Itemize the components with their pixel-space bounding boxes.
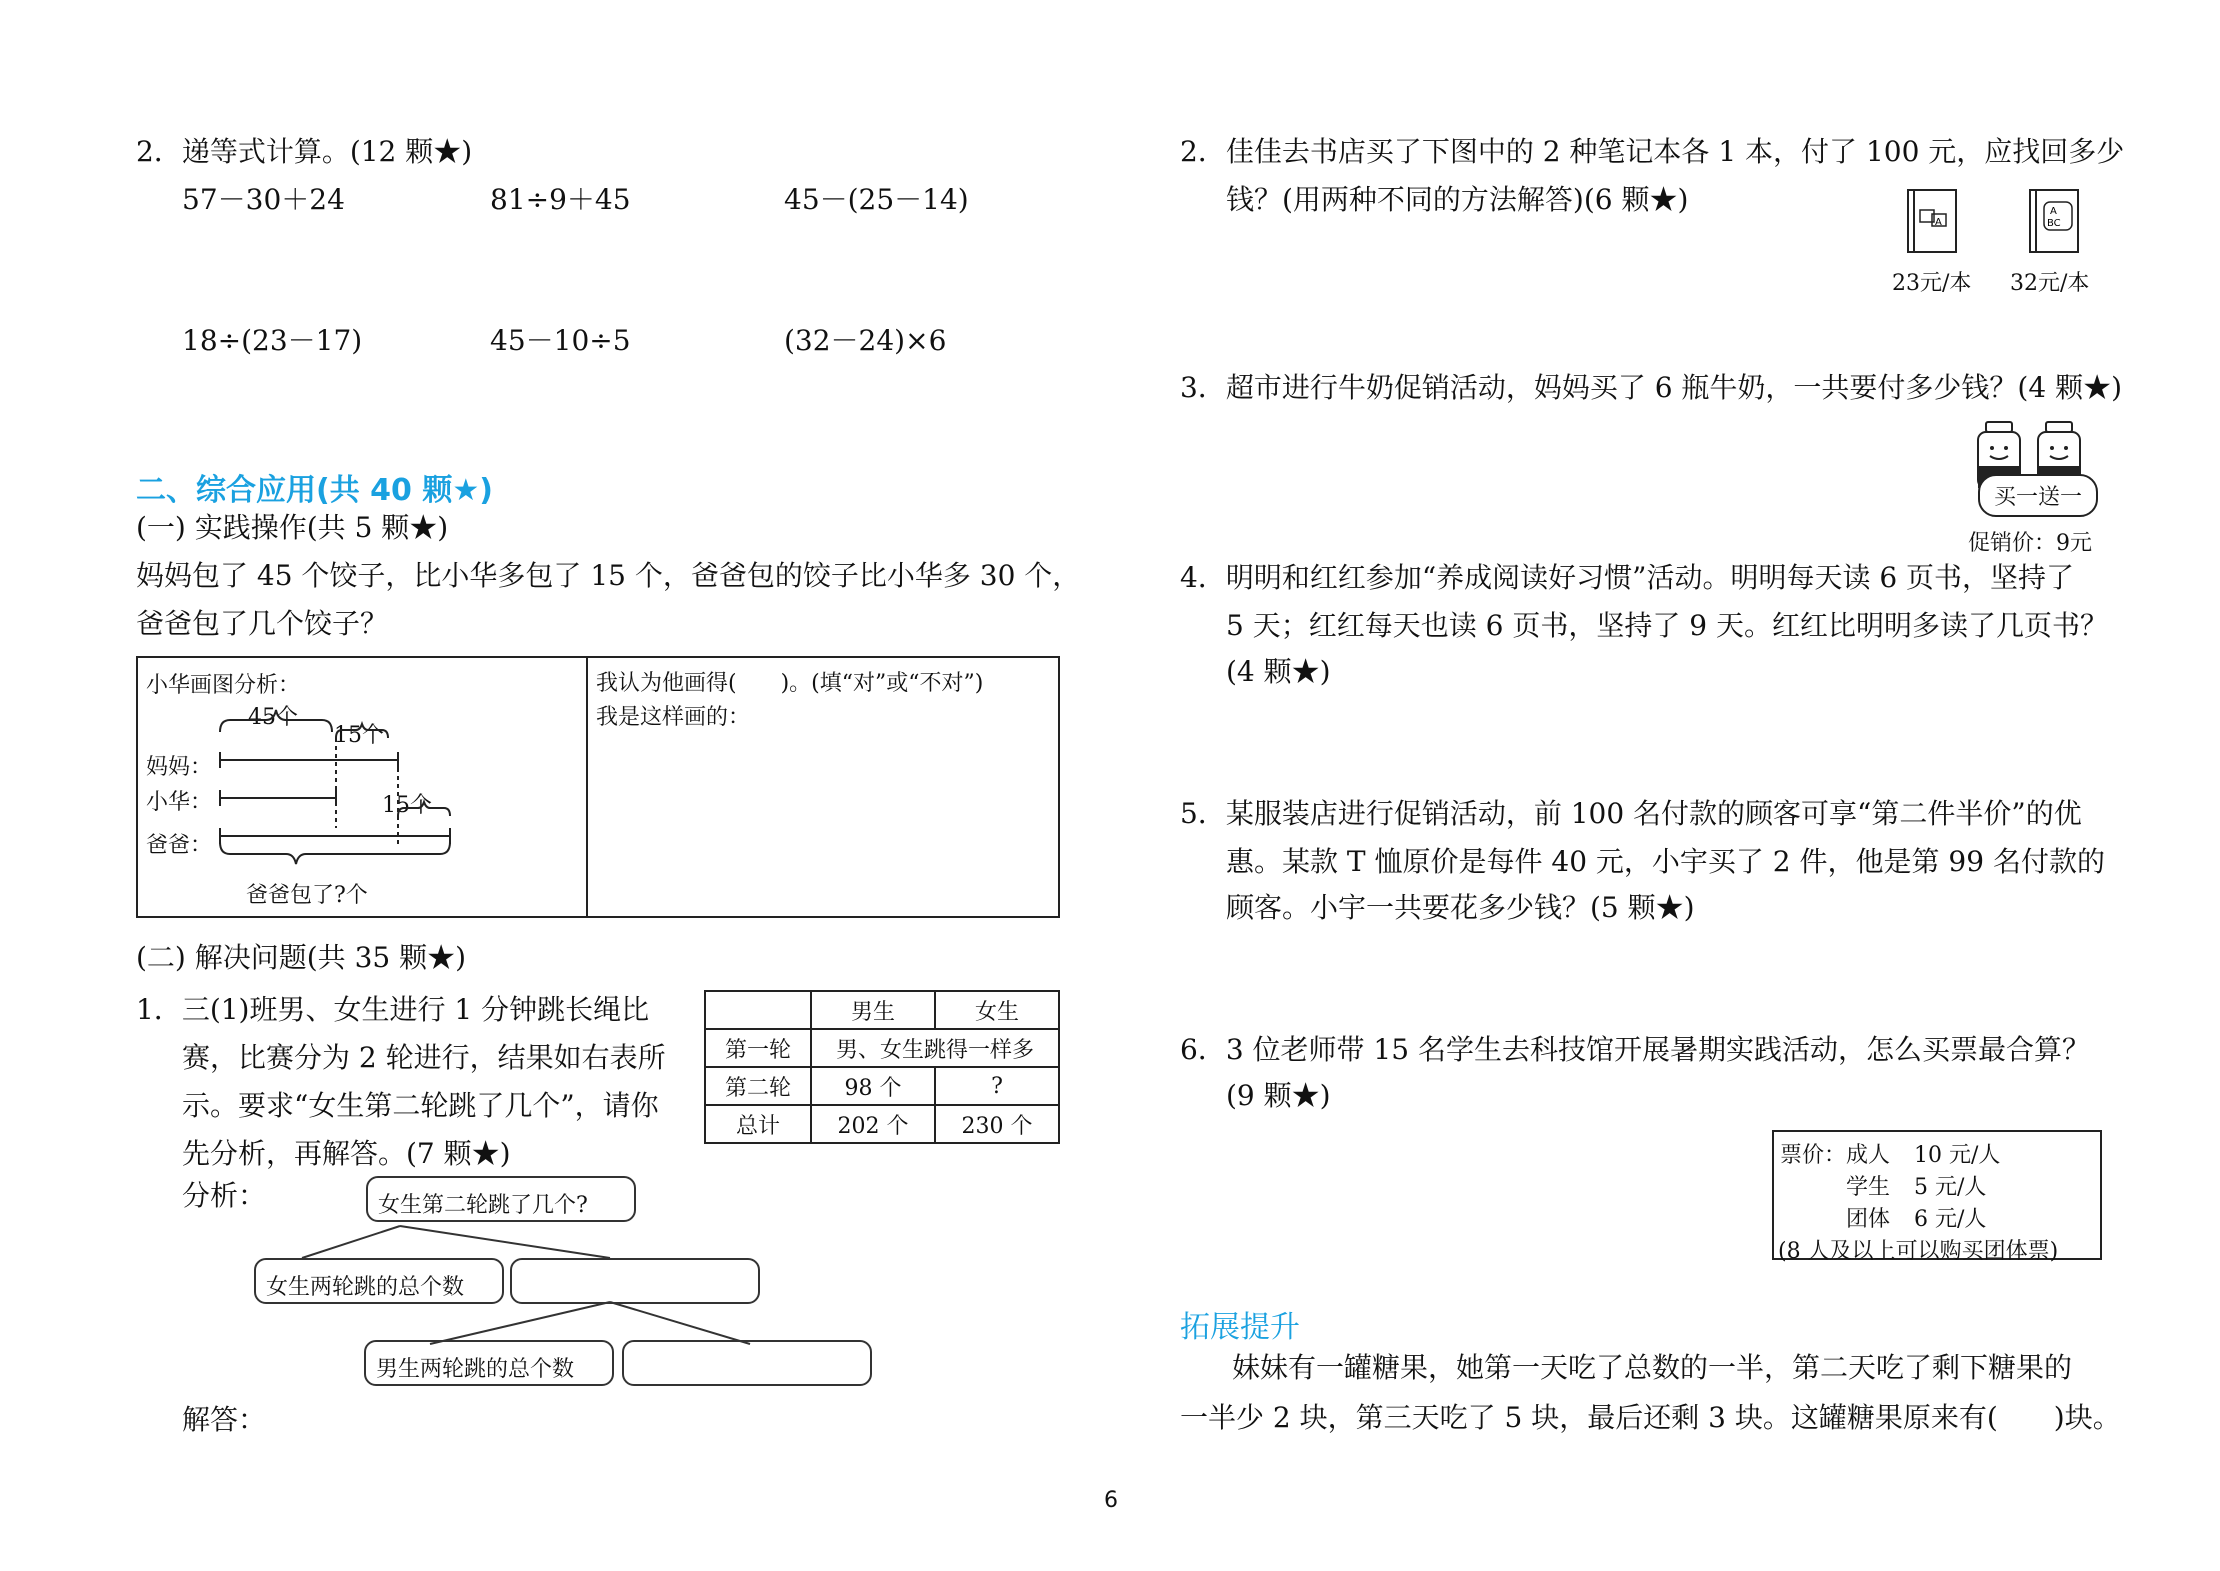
extend-line2: 一半少 2 块，第三天吃了 5 块，最后还剩 3 块。这罐糖果原来有( )块。 [1180,1401,2121,1434]
ticket-adult: 成人 [1846,1143,1891,1168]
table-cell: 202 个 [811,1105,935,1143]
r-q4-line1: 4．明明和红红参加“养成阅读好习惯”活动。明明每天读 6 页书，坚持了 [1180,561,2075,594]
table-row [705,1105,1059,1143]
label-xiaohua: 小华： [146,790,213,815]
part2-title: (二) 解决问题(共 35 颗★) [136,941,467,974]
table-cell: 总计 [705,1105,811,1143]
r-q4-line2: 5 天；红红每天也读 6 页书，坚持了 9 天。红红比明明多读了几页书？ [1226,609,2108,642]
label-dad: 爸爸： [146,833,213,858]
tree-low-right-blank[interactable] [622,1340,872,1386]
extend-line1: 妹妹有一罐糖果，她第一天吃了总数的一半，第二天吃了剩下糖果的 [1232,1351,2073,1384]
q1-line1: 1．三(1)班男、女生进行 1 分钟跳长绳比 [136,993,650,1026]
tree-low-left-box [364,1340,614,1386]
svg-text:A: A [1935,217,1942,228]
table-row [705,1029,1059,1067]
expr-2: 81÷9＋45 [490,183,631,216]
answer-label: 解答： [182,1403,267,1436]
r-q5-line1: 5．某服装店进行促销活动，前 100 名付款的顾客可享“第二件半价”的优 [1180,797,2082,830]
table-cell: 第二轮 [705,1067,811,1105]
part1-line1: 妈妈包了 45 个饺子，比小华多包了 15 个，爸爸包的饺子比小华多 30 个， [136,559,1081,592]
q2-calc-title: 2．递等式计算。(12 颗★) [136,135,473,168]
label-15-right: 15个 [382,793,432,818]
bar-diagram-lines [136,656,596,918]
tree-low-left-label: 男生两轮跳的总个数 [376,1357,575,1382]
r-q6-line2: (9 颗★) [1226,1079,1331,1112]
label-dad-question: 爸爸包了?个 [246,883,368,908]
expr-3: 45－(25－14) [784,183,969,216]
label-45: 45个 [248,705,298,730]
tree-mid-left-box [254,1258,504,1304]
table-cell: 男、女生跳得一样多 [811,1029,1059,1067]
table-cell: 98 个 [811,1067,935,1105]
ticket-group-price: 6 元/人 [1914,1207,1987,1232]
expr-1: 57－30＋24 [182,183,345,216]
r-q2-line1: 2．佳佳去书店买了下图中的 2 种笔记本各 1 本，付了 100 元，应找回多少 [1180,135,2125,168]
section-heading-applications: 二、综合应用(共 40 颗★) [136,473,493,508]
ticket-student: 学生 [1846,1175,1891,1200]
part1-title: (一) 实践操作(共 5 颗★) [136,511,449,544]
ticket-label: 票价： [1780,1143,1847,1168]
tree-root-box [366,1176,636,1222]
ticket-adult-price: 10 元/人 [1914,1143,2001,1168]
judge-line2: 我是这样画的： [596,705,751,730]
judge-line1: 我认为他画得( )。(填“对”或“不对”) [596,671,984,696]
q1-line4: 先分析，再解答。(7 颗★) [182,1137,511,1170]
promo-price: 促销价：9元 [1968,531,2092,556]
ticket-note: (8 人及以上可以购买团体票) [1778,1239,2059,1264]
tree-root-label: 女生第二轮跳了几个? [378,1193,588,1218]
table-cell: ? [935,1067,1059,1105]
expr-6: (32－24)×6 [784,324,947,357]
notebook-icon [1904,184,1960,256]
table-row [705,1067,1059,1105]
tree-mid-right-blank[interactable] [510,1258,760,1304]
analysis-label: 分析： [182,1179,267,1212]
ticket-group: 团体 [1846,1207,1891,1232]
table-cell: 男生 [811,991,935,1029]
svg-text:BC: BC [2047,218,2061,229]
results-table [704,990,1060,1144]
r-q5-line2: 惠。某款 T 恤原价是每件 40 元，小宇买了 2 件，他是第 99 名付款的 [1226,845,2105,878]
part1-line2: 爸爸包了几个饺子？ [136,607,389,640]
label-15-top: 15个 [334,723,384,748]
r-q5-line3: 顾客。小宇一共要花多少钱？(5 颗★) [1226,891,1695,924]
table-cell: 女生 [935,991,1059,1029]
buy-one-get-one-badge: 买一送一 [1978,474,2098,517]
r-q6-line1: 6．3 位老师带 15 名学生去科技馆开展暑期实践活动，怎么买票最合算？ [1180,1033,2090,1066]
abc-notebook-icon [2026,184,2082,256]
extend-heading: 拓展提升 [1180,1310,1300,1345]
expr-5: 45－10÷5 [490,324,631,357]
q1-line2: 赛，比赛分为 2 轮进行，结果如右表所 [182,1041,666,1074]
table-row [705,991,1059,1029]
r-q4-line3: (4 颗★) [1226,655,1331,688]
r-q3-line1: 3．超市进行牛奶促销活动，妈妈买了 6 瓶牛奶，一共要付多少钱？(4 颗★) [1180,371,2122,404]
label-mom: 妈妈： [146,755,213,780]
r-q2-line2: 钱？(用两种不同的方法解答)(6 颗★) [1226,183,1689,216]
price-notebook-2: 32元/本 [2010,271,2090,296]
table-cell [705,991,811,1029]
table-cell: 第一轮 [705,1029,811,1067]
ticket-student-price: 5 元/人 [1914,1175,1987,1200]
expr-4: 18÷(23－17) [182,324,363,357]
page-number: 6 [1104,1488,1118,1513]
q1-line3: 示。要求“女生第二轮跳了几个”，请你 [182,1089,659,1122]
table-cell: 230 个 [935,1105,1059,1143]
diagram-caption: 小华画图分析： [146,673,301,698]
tree-mid-left-label: 女生两轮跳的总个数 [266,1275,465,1300]
svg-text:A: A [2050,206,2057,217]
price-notebook-1: 23元/本 [1892,271,1972,296]
